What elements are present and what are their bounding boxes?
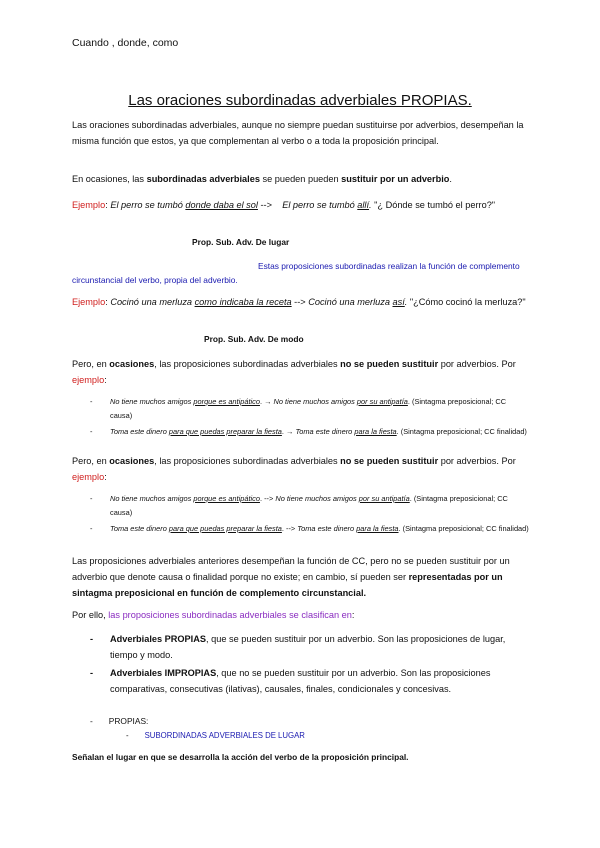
arrow: . --> [259, 494, 276, 503]
underlined-phrase: para la fiesta [356, 524, 399, 533]
list-item [90, 665, 518, 697]
text: : [104, 375, 107, 385]
text: En ocasiones, las [72, 174, 147, 184]
text: Toma este dinero [295, 427, 355, 436]
function-note: Estas proposiciones subordinadas realizan la función de complemento circunstancial del verbo, propia del adverbio. [72, 261, 520, 285]
example-label: ejemplo [72, 472, 105, 482]
intro-paragraph: Las oraciones subordinadas adverbiales, aunque no siempre puedan sustituirse por adverbios, desempeñan la misma función que estos, ya que complementan al verbo o a toda la proposición principal. [72, 120, 524, 146]
text: : [105, 297, 111, 307]
text: Las proposiciones adverbiales anteriores desempeñan la función de CC, pero no se pueden sustituir por un adverbio que denote causa o finalidad porque no existe; en cambio, sí pueden ser [72, 556, 510, 582]
bold-text: Adverbiales PROPIAS [110, 634, 206, 644]
bold-text: representadas por un sintagma preposicional en función de complemento circunstancial. [72, 572, 503, 598]
example-list-2 [90, 492, 530, 536]
text: : [104, 472, 107, 482]
text: Por ello, [72, 610, 109, 620]
text: No tiene muchos amigos [110, 494, 194, 503]
example-1 [72, 197, 532, 213]
text: , que no se pueden sustituir por un adverbio. Son las proposiciones comparativas, consecutivas (ilativas), causales, finales, condicionales y concesivas. [110, 668, 491, 694]
text: El perro se tumbó [110, 200, 186, 210]
bullet: - [126, 731, 129, 740]
bold-text: no se pueden sustituir [340, 359, 439, 369]
example-label: Ejemplo [72, 200, 106, 210]
example-label: Ejemplo [72, 297, 106, 307]
text: , las proposiciones subordinadas adverbiales [154, 359, 341, 369]
text: . [404, 297, 408, 307]
list-item [90, 492, 530, 520]
bold-text: ocasiones [109, 359, 155, 369]
arrow: . --> [281, 524, 298, 533]
highlighted-text: las proposiciones subordinadas adverbiales se clasifican en [108, 610, 352, 620]
bullet: - [90, 634, 94, 644]
text: Pero, en [72, 359, 110, 369]
text: Cocinó una merluza [308, 297, 393, 307]
bullet: - [90, 494, 93, 503]
list-item [90, 395, 530, 423]
text: por adverbios. Por [438, 359, 516, 369]
underlined-phrase: por su antipatía [356, 397, 408, 406]
text: . (Sintagma preposicional; CC finalidad) [398, 524, 529, 533]
text: PROPIAS: [108, 716, 149, 726]
bullet: - [90, 668, 94, 678]
text: SUBORDINADAS ADVERBIALES DE LUGAR [144, 731, 305, 740]
text: . (Sintagma preposicional; CC finalidad) [396, 427, 527, 436]
underlined-clause: para que puedas preparar la fiesta [168, 524, 282, 533]
text: se pueden pueden [259, 174, 342, 184]
text: No tiene muchos amigos [110, 397, 194, 406]
underlined-clause: para que puedas preparar la fiesta [168, 427, 282, 436]
bullet: - [90, 524, 93, 533]
list-item [90, 522, 530, 536]
underlined-adverb: allí [357, 200, 370, 210]
text: El perro se tumbó [282, 200, 358, 210]
text: No tiene muchos amigos [275, 494, 359, 503]
text: Toma este dinero [110, 524, 169, 533]
bold-text: no se pueden sustituir [340, 456, 439, 466]
types-list [90, 631, 518, 697]
lugar-definition: Señalan el lugar en que se desarrolla la acción del verbo de la proposición principal. [72, 752, 409, 762]
caption-modo: Prop. Sub. Adv. De modo [204, 334, 304, 344]
cc-paragraph [72, 553, 532, 601]
page-title: Las oraciones subordinadas adverbiales PROPIAS. [128, 92, 472, 109]
question: "¿Cómo cocinó la merluza?" [407, 297, 526, 307]
example-label: ejemplo [72, 375, 105, 385]
occasions-paragraph [72, 171, 532, 187]
text: Toma este dinero [297, 524, 357, 533]
arrow: . → [259, 397, 274, 406]
arrow: . → [281, 427, 296, 436]
text: por adverbios. Por [438, 456, 516, 466]
text: : [105, 200, 111, 210]
lugar-item [126, 731, 305, 740]
classification-intro [72, 607, 532, 623]
text: . [369, 200, 372, 210]
bullet: - [90, 397, 93, 406]
arrow: --> [291, 297, 309, 307]
text: No tiene muchos amigos [273, 397, 357, 406]
underlined-clause: porque es antipático [193, 494, 260, 503]
arrow: --> [257, 200, 275, 210]
underlined-phrase: para la fiesta [354, 427, 397, 436]
underlined-phrase: por su antipatía [358, 494, 410, 503]
text: , las proposiciones subordinadas adverbiales [154, 456, 341, 466]
text: Cocinó una merluza [110, 297, 195, 307]
text: Toma este dinero [110, 427, 169, 436]
bold-text: sustituir por un adverbio [341, 174, 450, 184]
text: : [351, 610, 355, 620]
text: . [449, 174, 452, 184]
example-2 [72, 294, 532, 310]
text: , que se pueden sustituir por un adverbio. Son las proposiciones de lugar, tiempo y modo. [110, 634, 506, 660]
underlined-clause: donde daba el sol [185, 200, 258, 210]
question: "¿ Dónde se tumbó el perro?" [371, 200, 496, 210]
pero-paragraph-2 [72, 453, 532, 485]
text: . (Sintagma preposicional; CC causa) [110, 494, 508, 517]
text: . (Sintagma preposicional; CC causa) [110, 397, 507, 420]
bold-text: subordinadas adverbiales [146, 174, 260, 184]
bold-text: ocasiones [109, 456, 155, 466]
text: Pero, en [72, 456, 110, 466]
bullet: - [90, 427, 93, 436]
underlined-clause: como indicaba la receta [194, 297, 292, 307]
underlined-clause: porque es antipático [193, 397, 260, 406]
bold-text: Adverbiales IMPROPIAS [110, 668, 217, 678]
caption-lugar: Prop. Sub. Adv. De lugar [192, 237, 290, 247]
list-item [90, 425, 530, 439]
propias-item [90, 716, 148, 726]
pero-paragraph-1 [72, 356, 532, 388]
bullet: - [90, 716, 93, 726]
example-list-1 [90, 395, 530, 439]
underlined-adverb: así [392, 297, 405, 307]
document-header: Cuando , donde, como [72, 37, 179, 49]
list-item [90, 631, 518, 663]
